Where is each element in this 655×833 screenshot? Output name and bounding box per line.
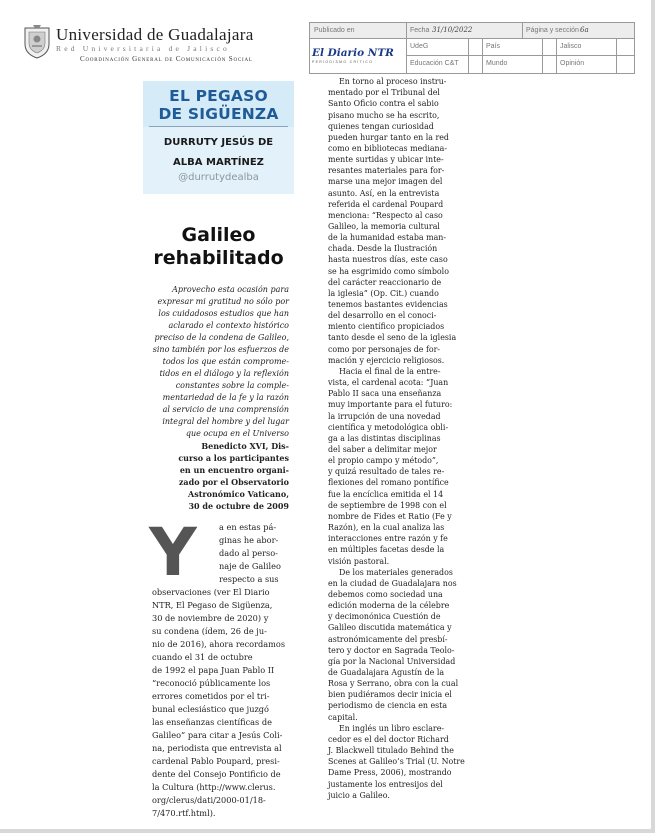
- epigraph-line: al servicio de una comprensión: [162, 405, 289, 414]
- epigraph-line: Aprovecho esta ocasión para: [172, 285, 289, 294]
- body-line: mente surtidas y ubicar inte-: [328, 155, 444, 165]
- body-line: Galileo, la memoria cultural: [328, 222, 440, 231]
- headline-line1: Galileo: [181, 224, 256, 246]
- column-title-line1: EL PEGASO: [169, 87, 268, 105]
- body-line: fue la encíclica emitida el 14: [328, 489, 444, 499]
- body-line: miento científico propiciados: [328, 322, 445, 332]
- epigraph-line: todos los que están comprome-: [162, 357, 289, 366]
- epigraph-line: constantes sobre la comple-: [175, 381, 289, 390]
- body-line: de Guadalajara Agustín de la: [328, 668, 445, 677]
- body-line: tero y doctor en Sagrada Teolo-: [328, 645, 455, 655]
- body-line: De los materiales generados: [339, 567, 453, 577]
- body-line: ginas he abor-: [219, 535, 279, 545]
- body-line: bien pudiéramos decir inicia el: [328, 690, 452, 700]
- body-line: En inglés un libro esclare-: [339, 723, 445, 733]
- body-line: interacciones entre razón y fe: [328, 534, 448, 544]
- body-line: capital.: [328, 712, 358, 722]
- body-line: en la ciudad de Guadalajara nos: [328, 578, 457, 588]
- body-line: 7/470.rtf.html).: [152, 808, 216, 818]
- author-name-line2: ALBA MARTÍNEZ: [173, 157, 264, 168]
- body-line: la Cultura (http://www.clerus.: [152, 782, 276, 792]
- body-line: vista, el cardenal acota: “Juan: [328, 378, 449, 388]
- body-line: org/clerus/dati/2000-01/18-: [152, 795, 266, 805]
- newspaper-logo: [310, 39, 406, 73]
- newspaper-name: El Diario NTR: [312, 47, 394, 59]
- epigraph-line: mentariedad de la fe y la razón: [162, 393, 289, 402]
- body-line: justamente los entresijos del: [328, 779, 443, 789]
- column-header-box: [143, 81, 294, 194]
- page-edge-right: [651, 0, 655, 833]
- page-edge-bottom: [0, 829, 655, 833]
- epigraph-source-line: Benedicto XVI, Dis-: [201, 441, 289, 451]
- body-line: cuando el 31 de octubre: [152, 652, 253, 662]
- epigraph-source-line: Astronómico Vaticano,: [188, 489, 289, 499]
- epigraph-line: preciso de la condena de Galileo,: [154, 333, 289, 342]
- body-line: 30 de noviembre de 2020) y: [152, 613, 269, 623]
- body-line: na, periodista que entrevista al: [152, 743, 282, 753]
- category-opinion: Opinión: [560, 60, 585, 67]
- newspaper-tagline: PERIODISMO CRÍTICO: [312, 60, 374, 64]
- body-line: asunto. Así, en la entrevista: [328, 188, 440, 198]
- body-line: mación y ejercicio religiosos.: [328, 355, 445, 365]
- body-line: Santo Oficio contra el sabio: [328, 99, 439, 109]
- body-line: cardenal Pablo Poupard, presi-: [152, 756, 280, 766]
- category-mundo: Mundo: [486, 60, 508, 67]
- body-line: científica y metodológica obli-: [328, 422, 449, 432]
- page-section-value: 6a: [580, 26, 589, 34]
- body-line: Galileo” para citar a Jesús Coli-: [152, 730, 283, 740]
- epigraph-line: aclarado el contexto histórico: [168, 321, 289, 330]
- coordination-name: Coordinación General de Comunicación Social: [80, 55, 253, 63]
- body-line: Hacia el final de la entre-: [339, 366, 441, 376]
- body-line: mentado por el Tribunal del: [328, 88, 440, 98]
- epigraph-line: tidos en el diálogo y la reflexión: [159, 369, 289, 378]
- body-line: como por personajes de for-: [328, 344, 441, 354]
- body-line: de 1992 el papa Juan Pablo II: [152, 665, 275, 675]
- body-line: de septiembre de 1998 con el: [328, 500, 447, 510]
- body-line: pueden hurgar tanto en la red: [328, 132, 449, 142]
- body-line: Galileo discutida matemática y: [328, 623, 452, 633]
- body-line: hasta nuestros días, este caso: [328, 255, 448, 265]
- body-line: del desarrollo en el conoci-: [328, 311, 437, 321]
- body-line: se ha esgrimido como símbolo: [328, 266, 449, 276]
- body-line: como en bibliotecas mediana-: [328, 143, 447, 153]
- body-line: resantes materiales para for-: [328, 166, 445, 176]
- body-line: de la humanidad estaba man-: [328, 233, 447, 243]
- epigraph-line: sino también por los esfuerzos de: [152, 345, 289, 354]
- body-line: dado al perso-: [219, 548, 278, 558]
- body-line: chada. Desde la Ilustración: [328, 244, 438, 254]
- page-section-label: Página y sección: [526, 27, 579, 34]
- body-line: cedor es el del doctor Richard: [328, 734, 449, 744]
- body-line: dente del Consejo Pontificio de: [152, 769, 281, 779]
- epigraph-source-line: 30 de octubre de 2009: [188, 501, 289, 511]
- epigraph-line: que ocupa en el Universo: [185, 429, 289, 438]
- body-line: errores cometidos por el tri-: [152, 691, 270, 701]
- epigraph-line: integral del hombre y del lugar: [162, 417, 289, 426]
- body-line: muy importante para el futuro:: [328, 400, 453, 410]
- body-line: J. Blackwell titulado Behind the: [328, 746, 454, 755]
- epigraph-source-line: curso a los participantes: [178, 453, 289, 463]
- body-line: marse una mejor imagen del: [328, 177, 443, 187]
- body-line: tanto desde el seno de la iglesia: [328, 333, 457, 343]
- university-name: Universidad de Guadalajara: [56, 25, 254, 44]
- body-line: respecto a sus: [219, 574, 279, 584]
- body-line: naje de Galileo: [219, 561, 281, 571]
- epigraph-source-line: zado por el Observatorio: [178, 477, 289, 487]
- category-pais: País: [486, 43, 501, 50]
- category-jalisco: Jalisco: [560, 43, 582, 50]
- category-udeg: UdeG: [410, 43, 429, 50]
- body-line: “reconoció públicamente los: [152, 678, 271, 688]
- author-handle: @durrutydealba: [178, 172, 259, 183]
- publication-metadata-grid: [309, 22, 635, 74]
- body-line: juicio a Galileo.: [328, 790, 390, 800]
- body-line: debemos como sociedad una: [328, 589, 443, 599]
- body-line: En torno al proceso instru-: [339, 77, 447, 86]
- body-line: pisano mucho se ha escrito,: [328, 110, 440, 120]
- university-network: Red Universitaria de Jalisco: [56, 44, 230, 53]
- published-in-label: Publicado en: [314, 27, 355, 34]
- epigraph-source-line: en un encuentro organi-: [179, 465, 289, 475]
- body-line: y decimonónica Cuestión de: [328, 612, 441, 622]
- body-line: el propio campo y método”,: [328, 456, 439, 466]
- body-line: referida el cardenal Poupard: [328, 199, 444, 209]
- date-value: 31/10/2022: [432, 26, 473, 34]
- headline-line2: rehabilitado: [153, 247, 284, 269]
- body-line: ga a las distintas disciplinas: [328, 433, 441, 443]
- body-line: bunal eclesiástico que juzgó: [152, 704, 269, 714]
- body-line: en múltiples facetas desde la: [328, 545, 445, 555]
- body-line: quienes tengan curiosidad: [328, 121, 434, 131]
- body-line: NTR, El Pegaso de Sigüenza,: [152, 600, 273, 610]
- body-line: flexiones del romano pontífice: [328, 478, 449, 488]
- body-line: menciona: “Respecto al caso: [328, 210, 443, 220]
- category-educacion: Educación C&T: [410, 60, 459, 67]
- body-line: la iglesia” (Op. Cit.) cuando: [328, 288, 439, 298]
- epigraph-line: los cuidadosos estudios que han: [158, 309, 289, 318]
- body-line: a en estas pá-: [219, 522, 277, 532]
- author-name-line1: DURRUTY JESÚS DE: [163, 137, 274, 148]
- body-line: Pablo II saca una enseñanza: [328, 389, 442, 399]
- epigraph-line: expresar mi gratitud no sólo por: [157, 297, 289, 306]
- body-line: edición moderna de la célebre: [328, 601, 450, 611]
- body-line: tenemos bastantes evidencias: [328, 300, 448, 309]
- body-line: astronómicamente del presbí-: [328, 634, 448, 644]
- body-line: Rosa y Serrano, obra con la cual: [328, 679, 459, 689]
- date-label: Fecha: [410, 27, 430, 34]
- udg-shield-logo-icon: [22, 24, 52, 60]
- body-line: Scenes at Galileo’s Trial (U. Notre: [328, 757, 465, 767]
- body-line: visión pastoral.: [328, 556, 390, 566]
- body-line: la irrupción de una novedad: [328, 411, 441, 421]
- body-line: nio de 2016), ahora recordamos: [152, 639, 286, 649]
- body-line: gía por la Nacional Universidad: [328, 656, 456, 666]
- body-line: periodismo de ciencia en esta: [328, 701, 448, 711]
- body-line: las enseñanzas científicas de: [152, 717, 272, 727]
- body-line: del carácter reaccionario de: [328, 277, 442, 287]
- body-line: Dame Press, 2006), mostrando: [328, 768, 452, 778]
- column-title-line2: DE SIGÜENZA: [158, 105, 279, 123]
- body-line: Razón), en la cual analiza las: [328, 523, 445, 532]
- body-line: observaciones (ver El Diario: [152, 587, 270, 597]
- body-line: del saber a delimitar mejor: [328, 444, 437, 454]
- column-divider: [149, 126, 288, 127]
- drop-cap: Y: [149, 514, 197, 591]
- body-line: y quizá resultado de tales re-: [328, 467, 445, 477]
- body-line: nombre de Fides et Ratio (Fe y: [328, 511, 452, 521]
- body-line: su condena (ídem, 26 de ju-: [152, 626, 267, 636]
